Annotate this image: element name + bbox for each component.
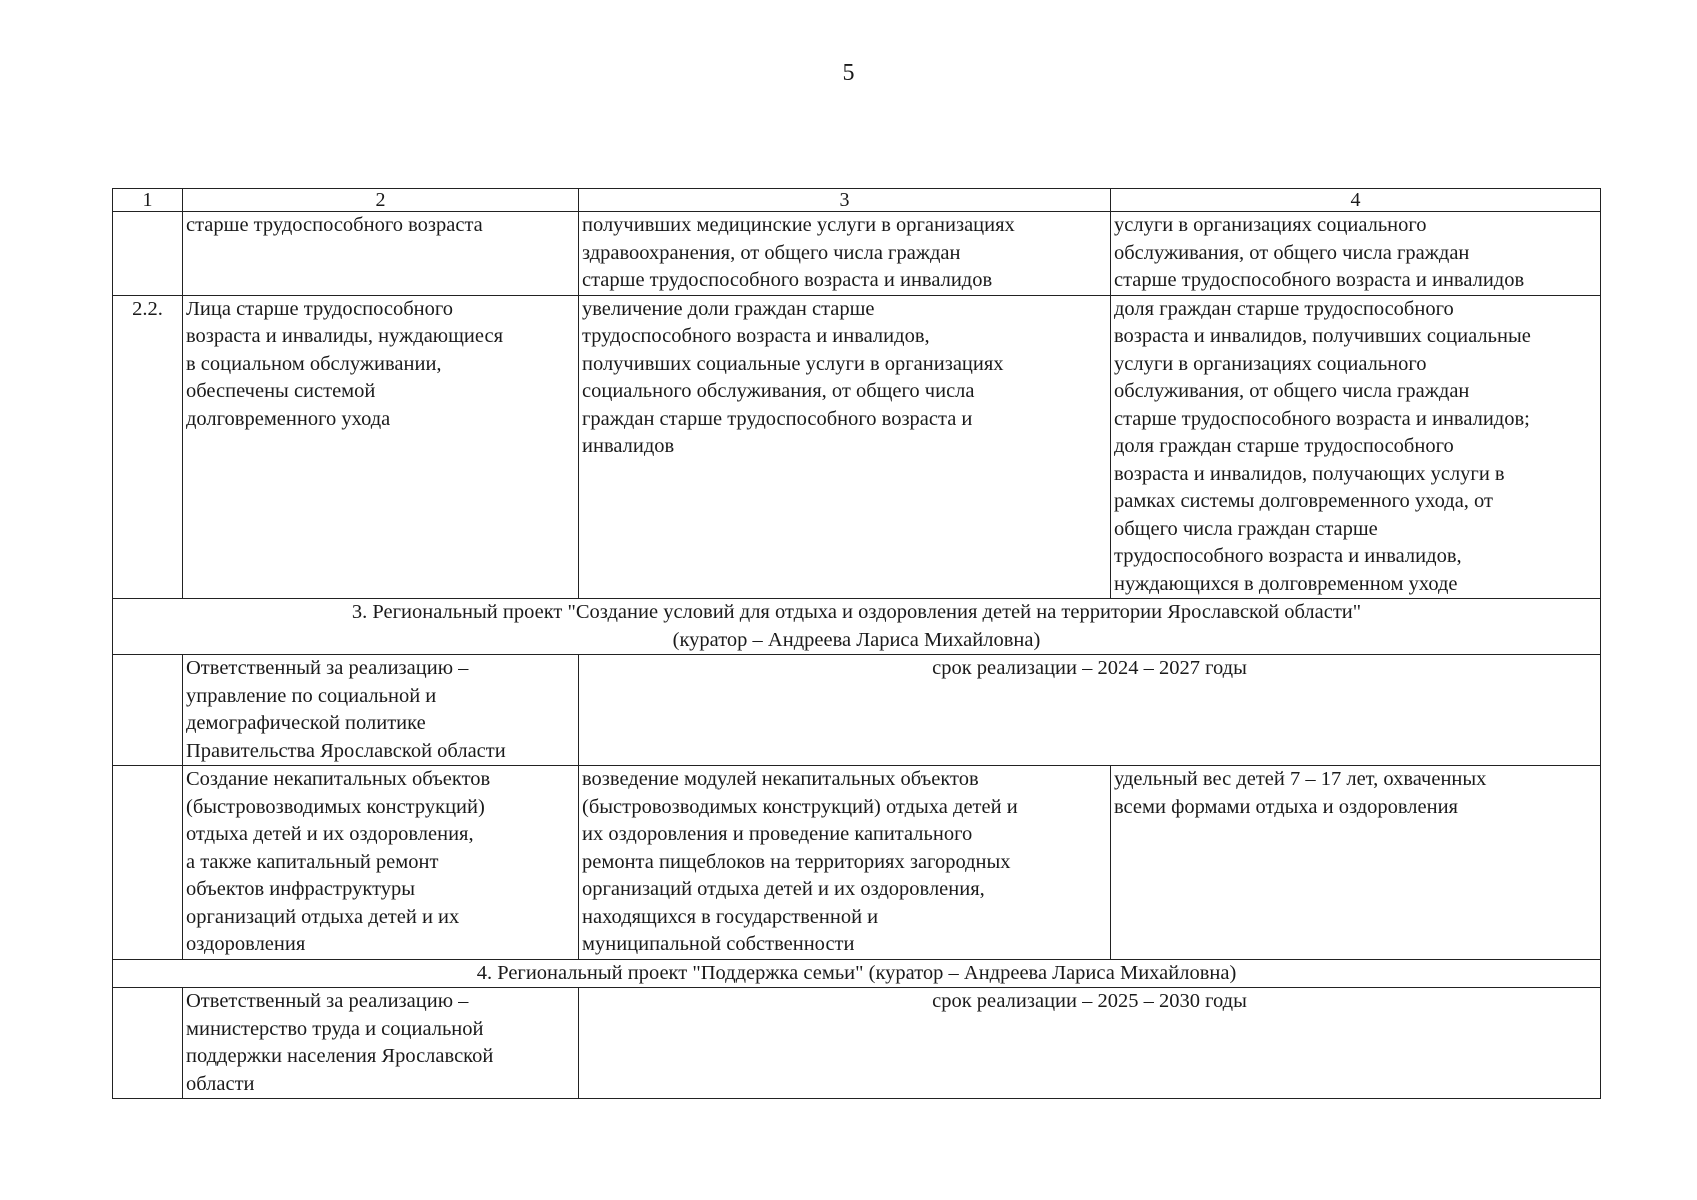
period-cell: срок реализации – 2025 – 2030 годы bbox=[579, 988, 1601, 1099]
indicator-cell: услуги в организациях социального обслуживания, от общего числа граждан старше трудоспособного возраста и инвалидов bbox=[1111, 212, 1601, 296]
header-cell-1: 1 bbox=[113, 189, 183, 212]
page-number: 5 bbox=[842, 60, 855, 86]
empty-number-cell bbox=[113, 655, 183, 766]
row-number: 2.2. bbox=[113, 295, 183, 599]
task-cell: старше трудоспособного возраста bbox=[183, 212, 579, 296]
responsible-cell: Ответственный за реализацию – министерство труда и социальной поддержки населения Ярославской области bbox=[183, 988, 579, 1099]
section-3-title: 3. Региональный проект "Создание условий для отдыха и оздоровления детей на территории Ярославской области" (куратор – Андреева Лариса Михайловна) bbox=[113, 599, 1601, 655]
task-cell: Создание некапитальных объектов (быстровозводимых конструкций) отдыха детей и их оздоровления, а также капитальный ремонт объектов инфраструктуры организаций отдыха детей и их оздоровления bbox=[183, 766, 579, 960]
responsible-row bbox=[113, 988, 1601, 1099]
responsible-row bbox=[113, 655, 1601, 766]
task-cell: Лица старше трудоспособного возраста и инвалиды, нуждающиеся в социальном обслуживании, обеспечены системой долговременного ухода bbox=[183, 295, 579, 599]
empty-number-cell bbox=[113, 766, 183, 960]
table-row bbox=[113, 212, 1601, 296]
section-heading-row bbox=[113, 599, 1601, 655]
header-cell-4: 4 bbox=[1111, 189, 1601, 212]
indicator-cell: доля граждан старше трудоспособного возраста и инвалидов, получивших социальные услуги в организациях социального обслуживания, от общего числа граждан старше трудоспособного возраста и инвалидов; доля граждан старше трудоспособного возраста и инвалидов, получающих услуги в рамках системы долговременного ухода, от общего числа граждан старше трудоспособного возраста и инвалидов, нуждающихся в долговременном уходе bbox=[1111, 295, 1601, 599]
result-cell: увеличение доли граждан старше трудоспособного возраста и инвалидов, получивших социальные услуги в организациях социального обслуживания, от общего числа граждан старше трудоспособного возраста и инвалидов bbox=[579, 295, 1111, 599]
section-heading-row bbox=[113, 959, 1601, 988]
responsible-cell: Ответственный за реализацию – управление по социальной и демографической политике Правительства Ярославской области bbox=[183, 655, 579, 766]
table-row bbox=[113, 766, 1601, 960]
header-cell-2: 2 bbox=[183, 189, 579, 212]
result-cell: возведение модулей некапитальных объектов (быстровозводимых конструкций) отдыха детей и их оздоровления и проведение капитального ремонта пищеблоков на территориях загородных организаций отдыха детей и их оздоровления, находящихся в государственной и муниципальной собственности bbox=[579, 766, 1111, 960]
measures-table bbox=[112, 188, 1601, 1099]
indicator-cell: удельный вес детей 7 – 17 лет, охваченных всеми формами отдыха и оздоровления bbox=[1111, 766, 1601, 960]
period-cell: срок реализации – 2024 – 2027 годы bbox=[579, 655, 1601, 766]
header-cell-3: 3 bbox=[579, 189, 1111, 212]
row-number bbox=[113, 212, 183, 296]
empty-number-cell bbox=[113, 988, 183, 1099]
table-row bbox=[113, 295, 1601, 599]
result-cell: получивших медицинские услуги в организациях здравоохранения, от общего числа граждан старше трудоспособного возраста и инвалидов bbox=[579, 212, 1111, 296]
table-header-row bbox=[113, 189, 1601, 212]
section-4-title: 4. Региональный проект "Поддержка семьи" (куратор – Андреева Лариса Михайловна) bbox=[113, 959, 1601, 988]
